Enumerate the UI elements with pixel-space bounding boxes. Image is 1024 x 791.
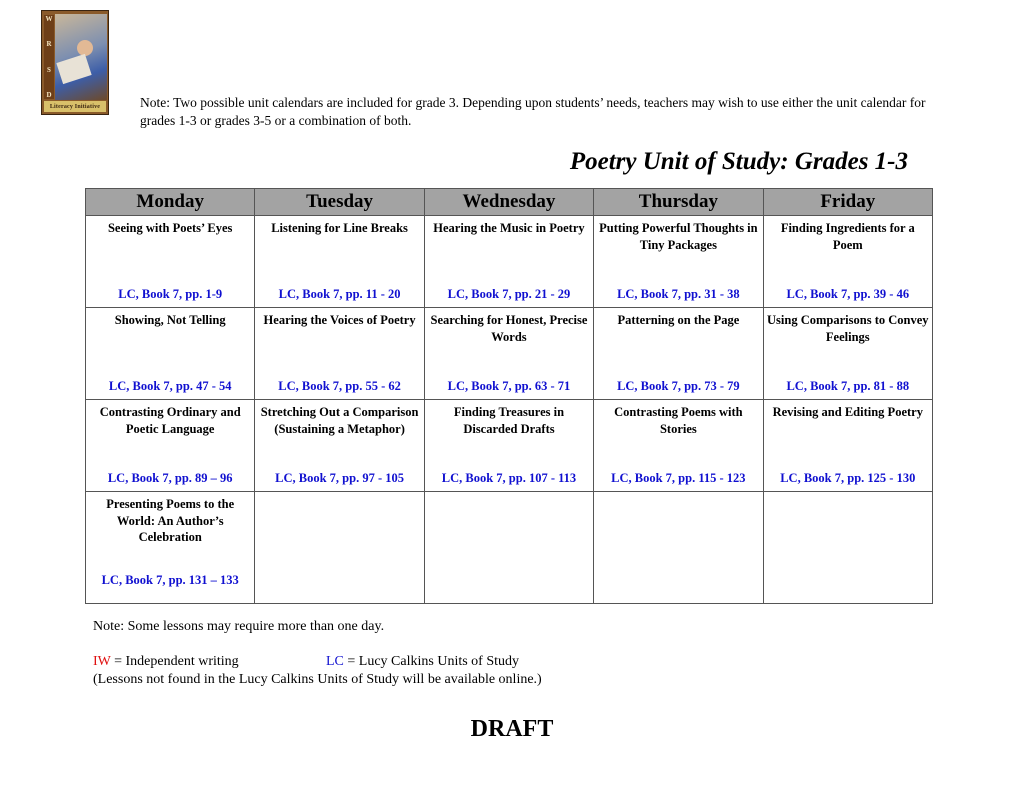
lesson-reference xyxy=(428,588,590,603)
legend-lc-text: = Lucy Calkins Units of Study xyxy=(343,654,520,669)
lesson-reference xyxy=(258,588,420,603)
lesson-title: Hearing the Voices of Poetry xyxy=(263,313,416,327)
legend-lc xyxy=(326,653,519,671)
lesson-cell xyxy=(255,400,424,492)
lesson-reference: LC, Book 7, pp. 47 - 54 xyxy=(108,379,232,393)
logo-letter: D xyxy=(46,90,52,99)
draft-label: DRAFT xyxy=(470,716,554,742)
lesson-cell xyxy=(763,400,932,492)
district-logo-icon xyxy=(41,10,109,115)
lesson-cell xyxy=(86,308,255,400)
lesson-cell xyxy=(594,216,763,308)
lesson-reference: LC, Book 7, pp. 73 - 79 xyxy=(617,379,740,393)
lesson-reference: LC, Book 7, pp. 81 - 88 xyxy=(786,379,910,393)
unit-calendar-table xyxy=(85,188,933,604)
table-row xyxy=(86,400,933,492)
lesson-cell xyxy=(255,308,424,400)
table-row xyxy=(86,308,933,400)
lesson-title: Finding Treasures in Discarded Drafts xyxy=(453,405,565,436)
lesson-title: Putting Powerful Thoughts in Tiny Packages xyxy=(599,221,758,252)
empty-cell xyxy=(424,492,593,604)
online-note: (Lessons not found in the Lucy Calkins Units of Study will be available online.) xyxy=(93,672,542,687)
lesson-reference: LC, Book 7, pp. 11 - 20 xyxy=(278,287,401,301)
day-header: Monday xyxy=(86,189,255,216)
lesson-title: Presenting Poems to the World: An Author’s Celebration xyxy=(106,497,235,544)
lesson-reference: LC, Book 7, pp. 89 – 96 xyxy=(107,471,233,485)
lesson-cell xyxy=(86,400,255,492)
lesson-title: Finding Ingredients for a Poem xyxy=(780,221,915,252)
lesson-title: Revising and Editing Poetry xyxy=(772,405,923,419)
lesson-cell xyxy=(763,308,932,400)
lesson-title: Patterning on the Page xyxy=(617,313,740,327)
day-header: Friday xyxy=(763,189,932,216)
lesson-reference: LC, Book 7, pp. 107 - 113 xyxy=(441,471,577,485)
lesson-title: Hearing the Music in Poetry xyxy=(433,221,585,235)
table-row xyxy=(86,492,933,604)
logo-letter: R xyxy=(46,40,52,49)
lesson-title xyxy=(428,492,590,496)
lesson-reference: LC, Book 7, pp. 1-9 xyxy=(118,287,223,301)
lesson-title: Searching for Honest, Precise Words xyxy=(430,313,588,344)
lesson-reference: LC, Book 7, pp. 31 - 38 xyxy=(617,287,740,301)
page-title: Poetry Unit of Study: Grades 1-3 xyxy=(569,148,908,175)
lesson-reference: LC, Book 7, pp. 21 - 29 xyxy=(447,287,571,301)
logo-banner: Literacy Initiative xyxy=(44,101,106,112)
lesson-cell xyxy=(86,216,255,308)
lesson-reference xyxy=(767,588,929,603)
legend-iw-text: = Independent writing xyxy=(110,654,239,669)
lesson-reference: LC, Book 7, pp. 97 - 105 xyxy=(275,471,405,485)
lesson-reference: LC, Book 7, pp. 125 - 130 xyxy=(780,471,916,485)
day-header: Thursday xyxy=(594,189,763,216)
lesson-reference: LC, Book 7, pp. 131 – 133 xyxy=(101,573,239,587)
legend-line xyxy=(93,653,239,671)
empty-cell xyxy=(594,492,763,604)
logo-letters xyxy=(44,15,54,99)
bottom-note: Note: Some lessons may require more than one day. xyxy=(93,619,385,634)
legend-lc-abbr: LC xyxy=(326,654,344,669)
lesson-title: Using Comparisons to Convey Feelings xyxy=(767,313,929,344)
lesson-title: Showing, Not Telling xyxy=(114,313,226,327)
lesson-cell xyxy=(424,400,593,492)
lesson-title: Contrasting Poems with Stories xyxy=(614,405,743,436)
logo-letter: S xyxy=(47,65,51,74)
lesson-title: Listening for Line Breaks xyxy=(271,221,408,235)
lesson-title xyxy=(767,492,929,496)
lesson-title: Seeing with Poets’ Eyes xyxy=(107,221,233,235)
lesson-title: Contrasting Ordinary and Poetic Language xyxy=(99,405,241,436)
lesson-cell xyxy=(424,216,593,308)
calendar-header-row xyxy=(86,189,933,216)
table-row xyxy=(86,216,933,308)
lesson-reference: LC, Book 7, pp. 39 - 46 xyxy=(786,287,910,301)
day-header: Wednesday xyxy=(424,189,593,216)
legend-iw-abbr: IW xyxy=(93,654,111,669)
lesson-cell xyxy=(594,308,763,400)
top-note: Note: Two possible unit calendars are included for grade 3. Depending upon students’ needs, teachers may wish to use either the unit calendar for grades 1-3 or grades 3-5 or a combination of both. xyxy=(140,95,926,128)
logo-letter: W xyxy=(45,15,53,23)
lesson-cell xyxy=(594,400,763,492)
lesson-reference xyxy=(597,588,759,603)
lesson-reference: LC, Book 7, pp. 115 - 123 xyxy=(611,471,746,485)
empty-cell xyxy=(255,492,424,604)
lesson-cell xyxy=(255,216,424,308)
lesson-cell xyxy=(86,492,255,604)
lesson-title: Stretching Out a Comparison (Sustaining a Metaphor) xyxy=(260,405,419,436)
lesson-reference: LC, Book 7, pp. 63 - 71 xyxy=(447,379,571,393)
day-header: Tuesday xyxy=(255,189,424,216)
lesson-title xyxy=(597,492,759,496)
lesson-cell xyxy=(424,308,593,400)
logo-photo xyxy=(55,14,107,100)
empty-cell xyxy=(763,492,932,604)
lesson-reference: LC, Book 7, pp. 55 - 62 xyxy=(278,379,401,393)
lesson-title xyxy=(258,492,420,496)
lesson-cell xyxy=(763,216,932,308)
